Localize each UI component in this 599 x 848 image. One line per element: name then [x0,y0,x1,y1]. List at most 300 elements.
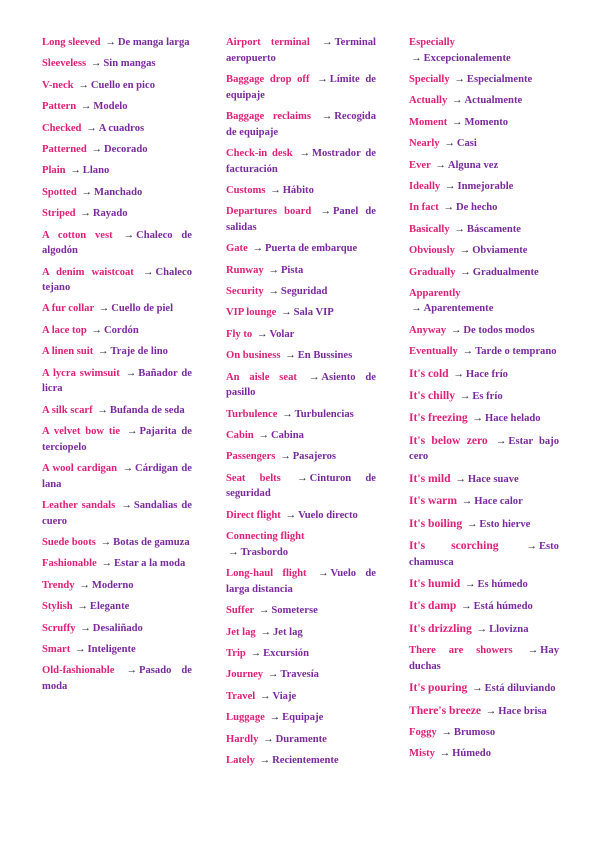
arrow-right-icon: → [280,451,291,463]
english-term: Old-fashionable [42,665,115,677]
spanish-translation: Recogida de equipaje [226,110,376,138]
arrow-right-icon: → [256,328,268,340]
english-term: Actually [409,95,448,107]
arrow-right-icon: → [459,245,471,257]
spanish-translation: A cuadros [98,122,145,134]
arrow-right-icon: → [317,568,329,580]
english-term: It's drizzling [409,621,472,635]
arrow-right-icon: → [228,546,239,558]
english-term: A silk scarf [42,404,93,416]
arrow-right-icon: → [297,472,308,484]
vocab-entry [409,243,559,259]
english-term: Apparently [409,287,461,299]
arrow-right-icon: → [259,690,271,702]
english-term: A cotton vest [42,229,113,241]
vocab-entry [409,286,559,317]
spanish-translation: Casi [456,138,477,150]
spanish-translation: Está diluviando [484,683,556,695]
english-term: Turbulence [226,408,278,420]
vocab-entry [409,115,559,131]
spanish-translation: Momento [464,116,509,128]
vocab-entry [226,667,376,683]
arrow-right-icon: → [526,540,537,552]
english-term: Lately [226,754,255,766]
spanish-translation: Seguridad [280,286,328,298]
spanish-translation: Gradualmente [472,266,539,278]
english-term: Trendy [42,579,75,591]
vocab-entry [42,621,192,637]
english-term: Checked [42,122,82,134]
vocab-entry [409,72,559,88]
english-term: A lace top [42,324,87,336]
spanish-translation: Vuelo de larga distancia [226,568,376,595]
spanish-translation: Cuello en pico [90,79,155,91]
arrow-right-icon: → [70,165,81,177]
vocab-entry [409,493,559,510]
arrow-right-icon: → [250,647,262,659]
spanish-translation: Vuelo directo [298,509,358,521]
english-term: It's below zero [409,433,488,447]
english-term: Cabin [226,430,254,442]
vocab-entry [226,625,376,641]
arrow-right-icon: → [105,37,116,48]
vocab-entry [226,241,376,257]
spanish-translation: Excursión [263,647,309,659]
arrow-right-icon: → [317,73,328,85]
spanish-translation: Botas de gamuza [113,536,190,548]
english-term: Hardly [226,733,259,745]
arrow-right-icon: → [74,643,86,655]
english-term: Gradually [409,266,456,278]
vocab-entry [409,200,559,216]
vocab-entry [226,305,376,321]
vocab-entry [42,121,192,137]
spanish-translation: Especialmente [466,73,533,85]
arrow-right-icon: → [485,705,497,717]
spanish-translation: Obviamente [472,245,528,257]
vocab-entry [409,388,559,405]
spanish-translation: Húmedo [452,748,491,760]
vocab-entry [409,366,559,383]
spanish-translation: Equipaje [282,712,324,724]
arrow-right-icon: → [268,264,279,276]
english-term: It's freezing [409,411,468,425]
vocab-entry [409,643,559,674]
arrow-right-icon: → [435,159,446,171]
spanish-translation: Decorado [103,143,148,155]
english-term: Airport terminal [226,37,310,48]
spanish-translation: Traje de lino [110,346,168,358]
arrow-right-icon: → [453,368,464,380]
vocab-entry [409,703,559,720]
arrow-right-icon: → [321,110,333,122]
vocab-entry [226,35,376,66]
vocab-entry [42,265,192,296]
vocab-entry [226,72,376,103]
spanish-translation: Hay duchas [409,645,560,672]
spanish-translation: Inmejorable [457,180,514,192]
arrow-right-icon: → [81,186,92,198]
english-term: Security [226,286,264,298]
vocab-entry [42,424,192,455]
spanish-translation: Moderno [91,579,134,591]
arrow-right-icon: → [270,184,281,196]
arrow-right-icon: → [101,558,112,570]
spanish-translation: Hace brisa [498,705,547,717]
arrow-right-icon: → [451,116,463,128]
spanish-translation: Jet lag [272,626,303,638]
english-term: It's cold [409,366,449,380]
english-term: Baggage reclaims [226,110,311,122]
spanish-translation: Pajarita de terciopelo [42,426,192,453]
vocab-entry [409,538,559,570]
vocab-entry [409,621,559,638]
english-term: Specially [409,73,450,85]
vocab-entry [409,35,559,66]
spanish-translation: Recientemente [272,754,339,766]
vocab-entry [42,556,192,572]
vocab-entry [226,753,376,769]
english-term: A lycra swimsuit [42,367,120,379]
arrow-right-icon: → [454,73,465,85]
vocab-entry [42,535,192,551]
vocab-entry [226,710,376,726]
arrow-right-icon: → [285,350,296,362]
english-term: Ever [409,159,431,171]
vocab-entry [226,263,376,279]
vocab-entry [42,366,192,397]
english-term: VIP lounge [226,307,277,319]
arrow-right-icon: → [464,578,476,590]
vocab-entry [226,732,376,748]
vocab-entry [409,598,559,615]
arrow-right-icon: → [252,243,264,255]
vocab-entry [226,146,376,177]
arrow-right-icon: → [471,683,483,695]
column-adverbs-weather [409,35,559,768]
vocab-entry [42,56,192,72]
vocab-entry [409,179,559,195]
spanish-translation: Está húmedo [473,601,533,613]
english-term: Gate [226,243,248,255]
arrow-right-icon: → [126,665,138,677]
vocab-entry [42,403,192,419]
vocab-entry [409,265,559,281]
spanish-translation: Llovizna [489,623,529,635]
arrow-right-icon: → [86,122,97,134]
arrow-right-icon: → [259,754,271,766]
arrow-right-icon: → [441,726,452,738]
spanish-translation: Panel de salidas [226,206,376,233]
arrow-right-icon: → [451,95,463,107]
spanish-translation: Hace frío [465,368,508,380]
arrow-right-icon: → [466,518,478,530]
english-term: Basically [409,223,450,235]
vocab-entry [226,284,376,300]
column-clothing [42,35,192,700]
arrow-right-icon: → [79,579,90,591]
arrow-right-icon: → [411,52,422,64]
spanish-translation: Estar a la moda [114,558,186,570]
english-term: A velvet bow tie [42,426,121,438]
english-term: Long sleeved [42,37,101,48]
spanish-translation: Asiento de pasillo [226,371,376,399]
english-term: Jet lag [226,626,256,638]
vocab-entry [409,471,559,488]
vocab-entry [226,449,376,465]
arrow-right-icon: → [100,536,112,548]
arrow-right-icon: → [90,58,102,70]
arrow-right-icon: → [444,138,455,150]
spanish-translation: Cordón [103,324,139,336]
english-term: Departures board [226,206,312,218]
arrow-right-icon: → [454,223,465,235]
english-term: Suede boots [42,536,96,548]
arrow-right-icon: → [462,346,474,358]
vocab-entry [226,529,376,560]
english-term: Long-haul flight [226,568,307,580]
arrow-right-icon: → [320,206,331,218]
arrow-right-icon: → [411,303,422,315]
english-term: Connecting flight [226,531,305,543]
spanish-translation: Hace suave [467,473,519,485]
spanish-translation: Cárdigan de lana [42,463,192,490]
vocab-entry [42,498,192,529]
english-term: Baggage drop off [226,73,310,85]
english-term: Trip [226,647,246,659]
arrow-right-icon: → [123,229,135,241]
vocab-entry [42,344,192,360]
spanish-translation: Esto chamusca [409,540,559,568]
english-term: Obviously [409,245,455,257]
vocab-entry [409,725,559,741]
english-term: Leather sandals [42,500,116,511]
english-term: Check-in desk [226,147,293,159]
vocab-entry [42,35,192,51]
spanish-translation: Sala VIP [293,307,334,319]
spanish-translation: De todos modos [463,324,535,336]
spanish-translation: Duramente [275,733,327,745]
arrow-right-icon: → [308,371,320,383]
spanish-translation: Pista [280,264,304,276]
english-term: V-neck [42,79,74,91]
spanish-translation: Cinturon de seguridad [226,472,376,500]
english-term: Fly to [226,328,253,340]
english-term: Misty [409,748,435,760]
english-term: Spotted [42,186,77,198]
spanish-translation: Modelo [93,101,128,113]
arrow-right-icon: → [97,404,108,416]
vocab-entry [409,344,559,360]
vocab-entry [42,642,192,658]
arrow-right-icon: → [459,391,471,403]
vocab-entry [409,576,559,593]
spanish-translation: En Bussines [297,350,353,362]
english-term: It's humid [409,576,461,590]
spanish-translation: Alguna vez [447,159,499,171]
english-term: It's mild [409,471,451,485]
arrow-right-icon: → [258,605,270,617]
spanish-translation: Báscamente [466,223,522,235]
vocab-entry [409,136,559,152]
english-term: Scruffy [42,622,76,634]
vocab-entry [226,327,376,343]
vocab-entry [42,142,192,158]
arrow-right-icon: → [80,208,91,220]
arrow-right-icon: → [126,426,138,438]
vocab-entry [42,99,192,115]
arrow-right-icon: → [260,626,271,638]
vocab-entry [42,578,192,594]
arrow-right-icon: → [476,623,488,635]
vocab-entry [42,663,192,694]
spanish-translation: De hecho [455,202,498,214]
arrow-right-icon: → [142,266,154,278]
spanish-translation: Tarde o temprano [475,346,557,358]
english-term: Pattern [42,101,77,113]
arrow-right-icon: → [439,748,451,760]
vocab-entry [226,566,376,597]
spanish-translation: Hace helado [484,413,541,425]
vocab-entry [42,323,192,339]
vocab-entry [226,646,376,662]
vocab-entry [226,689,376,705]
spanish-translation: Bufanda de seda [109,404,185,416]
english-term: It's scorching [409,538,499,552]
column-travel [226,35,376,774]
vocab-entry [409,680,559,697]
arrow-right-icon: → [299,147,310,159]
vocab-entry [409,410,559,427]
spanish-translation: Rayado [92,208,128,220]
spanish-translation: Es frío [472,391,503,403]
english-term: On business [226,350,281,362]
vocab-entry [226,204,376,235]
english-term: A denim waistcoat [42,266,134,278]
spanish-translation: Límite de equipaje [226,73,376,101]
spanish-translation: Cabina [270,430,304,442]
english-term: Nearly [409,138,440,150]
arrow-right-icon: → [443,202,454,214]
spanish-translation: Cuello de piel [111,303,174,315]
english-term: In fact [409,202,439,214]
vocab-entry [226,508,376,524]
arrow-right-icon: → [282,408,293,420]
spanish-translation: Mostrador de facturación [226,147,376,175]
vocab-entry [226,109,376,140]
spanish-translation: Elegante [89,601,130,613]
vocab-entry [409,746,559,762]
spanish-translation: Es húmedo [477,578,528,590]
vocab-entry [409,158,559,174]
spanish-translation: Volar [269,328,295,340]
vocab-entry [409,222,559,238]
spanish-translation: Puerta de embarque [265,243,358,255]
english-term: A linen suit [42,346,94,358]
arrow-right-icon: → [450,324,462,336]
vocab-entry [42,461,192,492]
arrow-right-icon: → [285,509,297,521]
arrow-right-icon: → [281,307,292,319]
arrow-right-icon: → [121,500,132,511]
spanish-translation: Sin mangas [103,58,156,70]
arrow-right-icon: → [125,367,137,379]
english-term: Runway [226,264,264,276]
vocab-entry [226,407,376,423]
vocab-entry [226,370,376,401]
spanish-translation: Sandalias de cuero [42,500,192,527]
spanish-translation: Brumoso [453,726,496,738]
vocab-entry [226,471,376,502]
english-term: Ideally [409,180,441,192]
english-term: It's chilly [409,389,456,403]
spanish-translation: Trasbordo [240,546,289,558]
arrow-right-icon: → [80,101,92,113]
english-term: Striped [42,208,76,220]
english-term: Luggage [226,712,265,724]
spanish-translation: Hace calor [474,496,523,508]
vocab-entry [409,93,559,109]
english-term: It's pouring [409,681,468,695]
english-term: There are showers [409,645,513,657]
arrow-right-icon: → [495,435,507,447]
spanish-translation: Bañador de licra [42,367,192,395]
english-term: Sleeveless [42,58,87,70]
spanish-translation: Llano [82,165,110,177]
english-term: Travel [226,690,256,702]
english-term: Direct flight [226,509,281,521]
arrow-right-icon: → [98,303,110,315]
english-term: It's damp [409,599,457,613]
english-term: It's warm [409,494,457,508]
vocab-entry [409,516,559,533]
vocab-entry [42,228,192,259]
arrow-right-icon: → [263,733,274,745]
english-term: Customs [226,184,266,196]
spanish-translation: Inteligente [87,643,136,655]
english-term: Seat belts [226,472,281,484]
english-term: Fashionable [42,558,97,570]
english-term: There's breeze [409,703,482,717]
english-term: Stylish [42,601,73,613]
vocab-entry [42,163,192,179]
spanish-translation: Terminal aeropuerto [226,37,376,64]
spanish-translation: Someterse [271,605,318,617]
arrow-right-icon: → [77,601,88,613]
arrow-right-icon: → [91,143,102,155]
spanish-translation: De manga larga [117,37,190,48]
spanish-translation: Aparentemente [423,303,494,315]
spanish-translation: Chaleco de algodón [42,229,192,257]
vocab-entry [42,301,192,317]
vocab-entry [226,428,376,444]
spanish-translation: Hábito [282,184,314,196]
english-term: An aisle seat [226,371,297,383]
arrow-right-icon: → [321,37,333,48]
vocab-entry [409,433,559,465]
vocab-entry [226,603,376,619]
vocab-entry [42,599,192,615]
arrow-right-icon: → [258,430,269,442]
arrow-right-icon: → [122,463,134,475]
vocab-entry [42,78,192,94]
spanish-translation: Pasajeros [292,451,337,463]
english-term: Smart [42,643,71,655]
arrow-right-icon: → [91,324,102,336]
spanish-translation: Esto hierve [479,518,531,530]
spanish-translation: Estar bajo cero [409,435,559,463]
english-term: A wool cardigan [42,463,118,475]
